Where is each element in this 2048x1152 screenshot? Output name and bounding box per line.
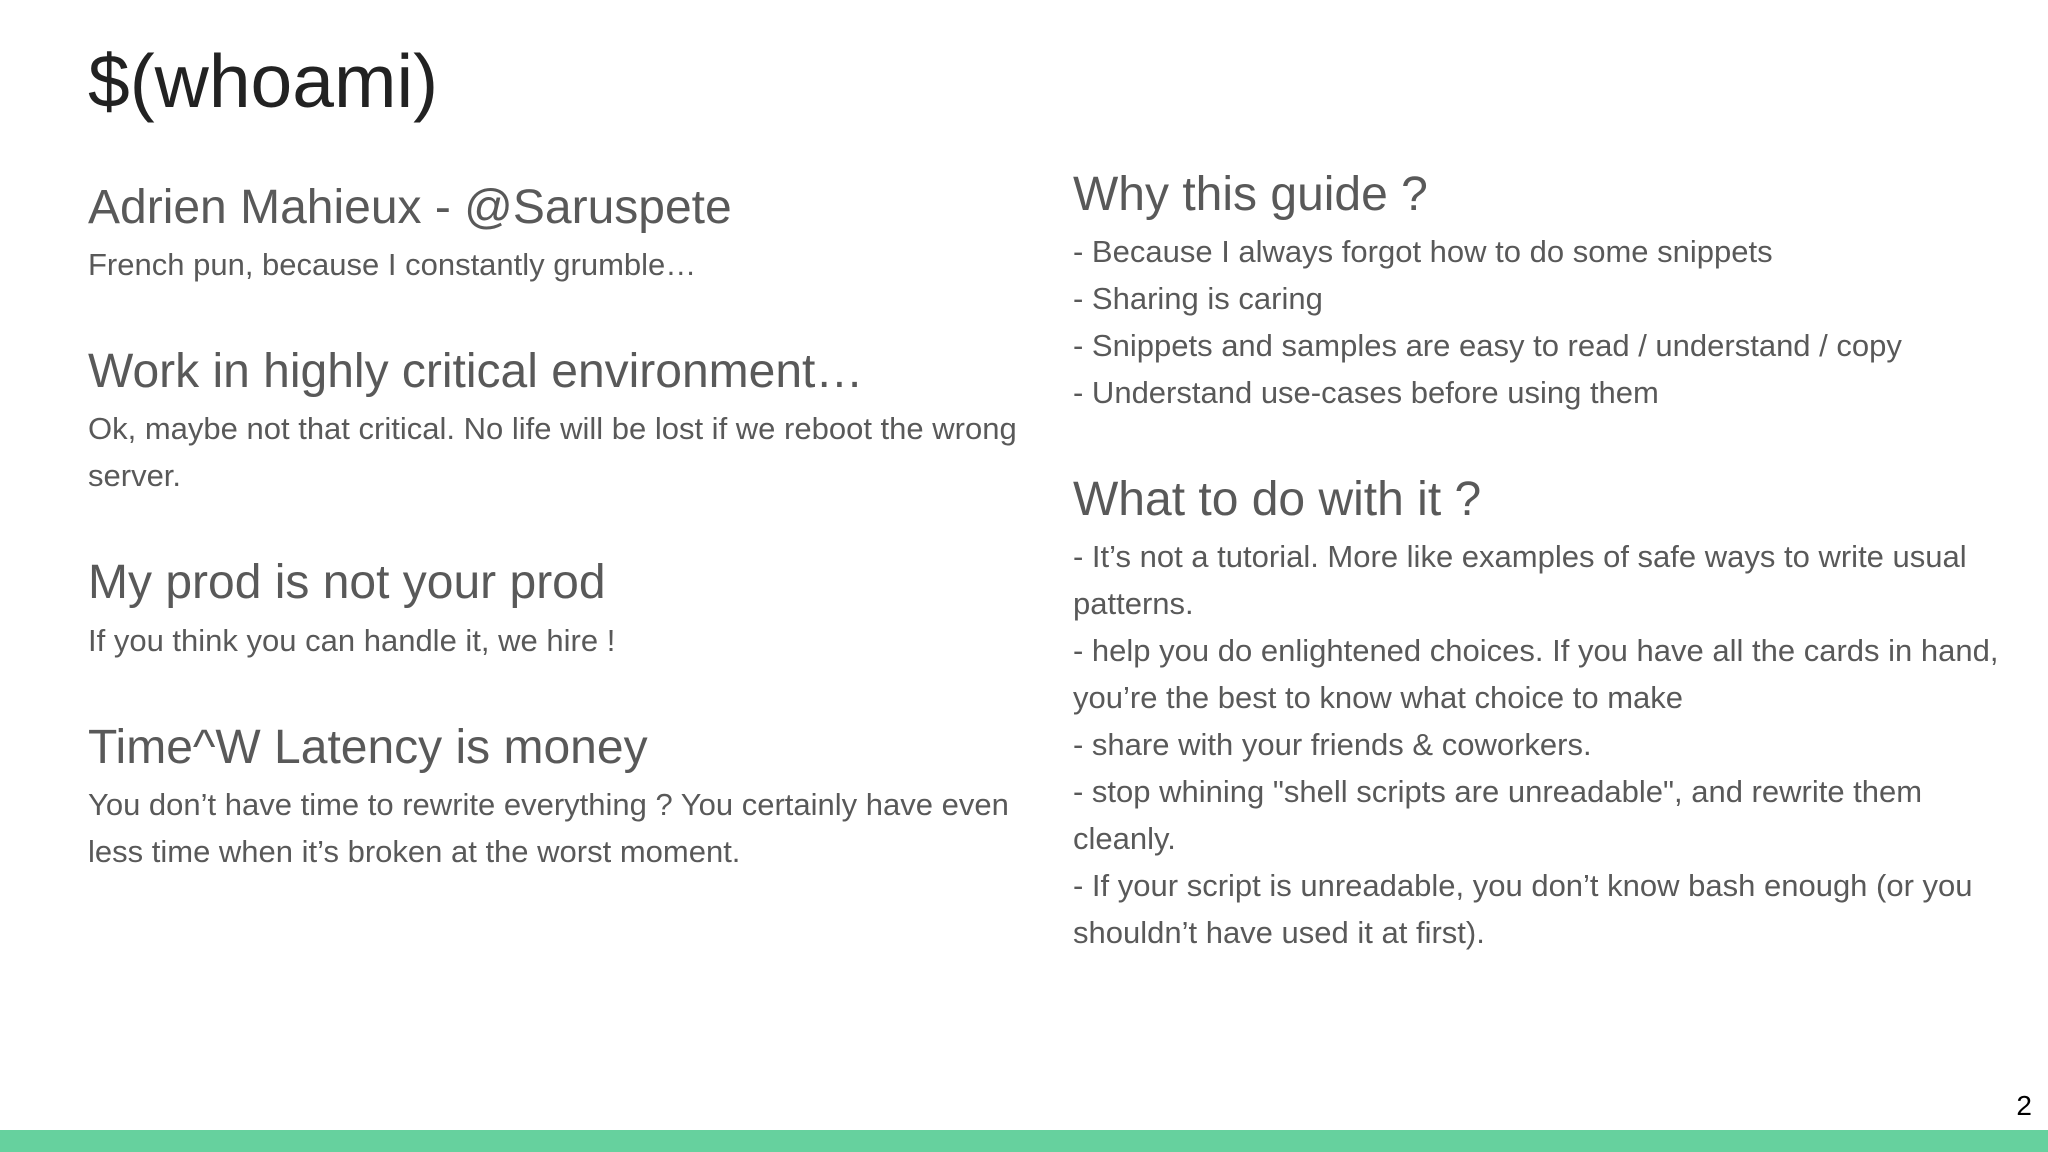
section-prod xyxy=(88,555,1018,663)
section-body: If you think you can handle it, we hire ! xyxy=(88,622,616,658)
section-why-guide xyxy=(1073,167,2003,416)
list-item: - It’s not a tutorial. More like examples of safe ways to write usual patterns. xyxy=(1073,539,1967,622)
section-heading: My prod is not your prod xyxy=(88,556,606,610)
list-item: - Sharing is caring xyxy=(1073,281,1323,317)
section-environment xyxy=(88,344,1018,499)
list-item: - Understand use-cases before using them xyxy=(1073,375,1659,411)
list-item: - stop whining "shell scripts are unreadable", and rewrite them cleanly. xyxy=(1073,774,1923,857)
section-heading: Adrien Mahieux - @Saruspete xyxy=(88,181,732,234)
section-body: Ok, maybe not that critical. No life will be lost if we reboot the wrong server. xyxy=(88,411,1017,494)
section-author xyxy=(88,180,1018,288)
section-heading: Time^W Latency is money xyxy=(88,720,648,774)
section-body: You don’t have time to rewrite everything ? You certainly have even less time when it’s broken at the worst moment. xyxy=(88,786,1009,869)
list-item: - share with your friends & coworkers. xyxy=(1073,727,1592,763)
section-heading: Why this guide ? xyxy=(1073,168,1428,221)
section-latency xyxy=(88,720,1018,875)
slide-title: $(whoami) xyxy=(88,39,439,123)
bullet-list xyxy=(1073,228,2003,416)
right-column xyxy=(1073,167,2003,1012)
page-number: 2 xyxy=(2016,1090,2032,1121)
section-body: French pun, because I constantly grumble… xyxy=(88,247,697,283)
list-item: - Because I always forgot how to do some snippets xyxy=(1073,234,1773,270)
bullet-list xyxy=(1073,533,2003,956)
left-column xyxy=(88,180,1018,931)
list-item: - help you do enlightened choices. If you have all the cards in hand, you’re the best to know what choice to make xyxy=(1073,633,1999,716)
footer-accent-bar xyxy=(0,1130,2048,1152)
list-item: - Snippets and samples are easy to read / understand / copy xyxy=(1073,328,1902,364)
list-item: - If your script is unreadable, you don’t know bash enough (or you shouldn’t have used it at first). xyxy=(1073,868,1973,951)
section-what-to-do xyxy=(1073,472,2003,956)
section-heading: What to do with it ? xyxy=(1073,473,1482,527)
section-heading: Work in highly critical environment… xyxy=(88,345,864,399)
